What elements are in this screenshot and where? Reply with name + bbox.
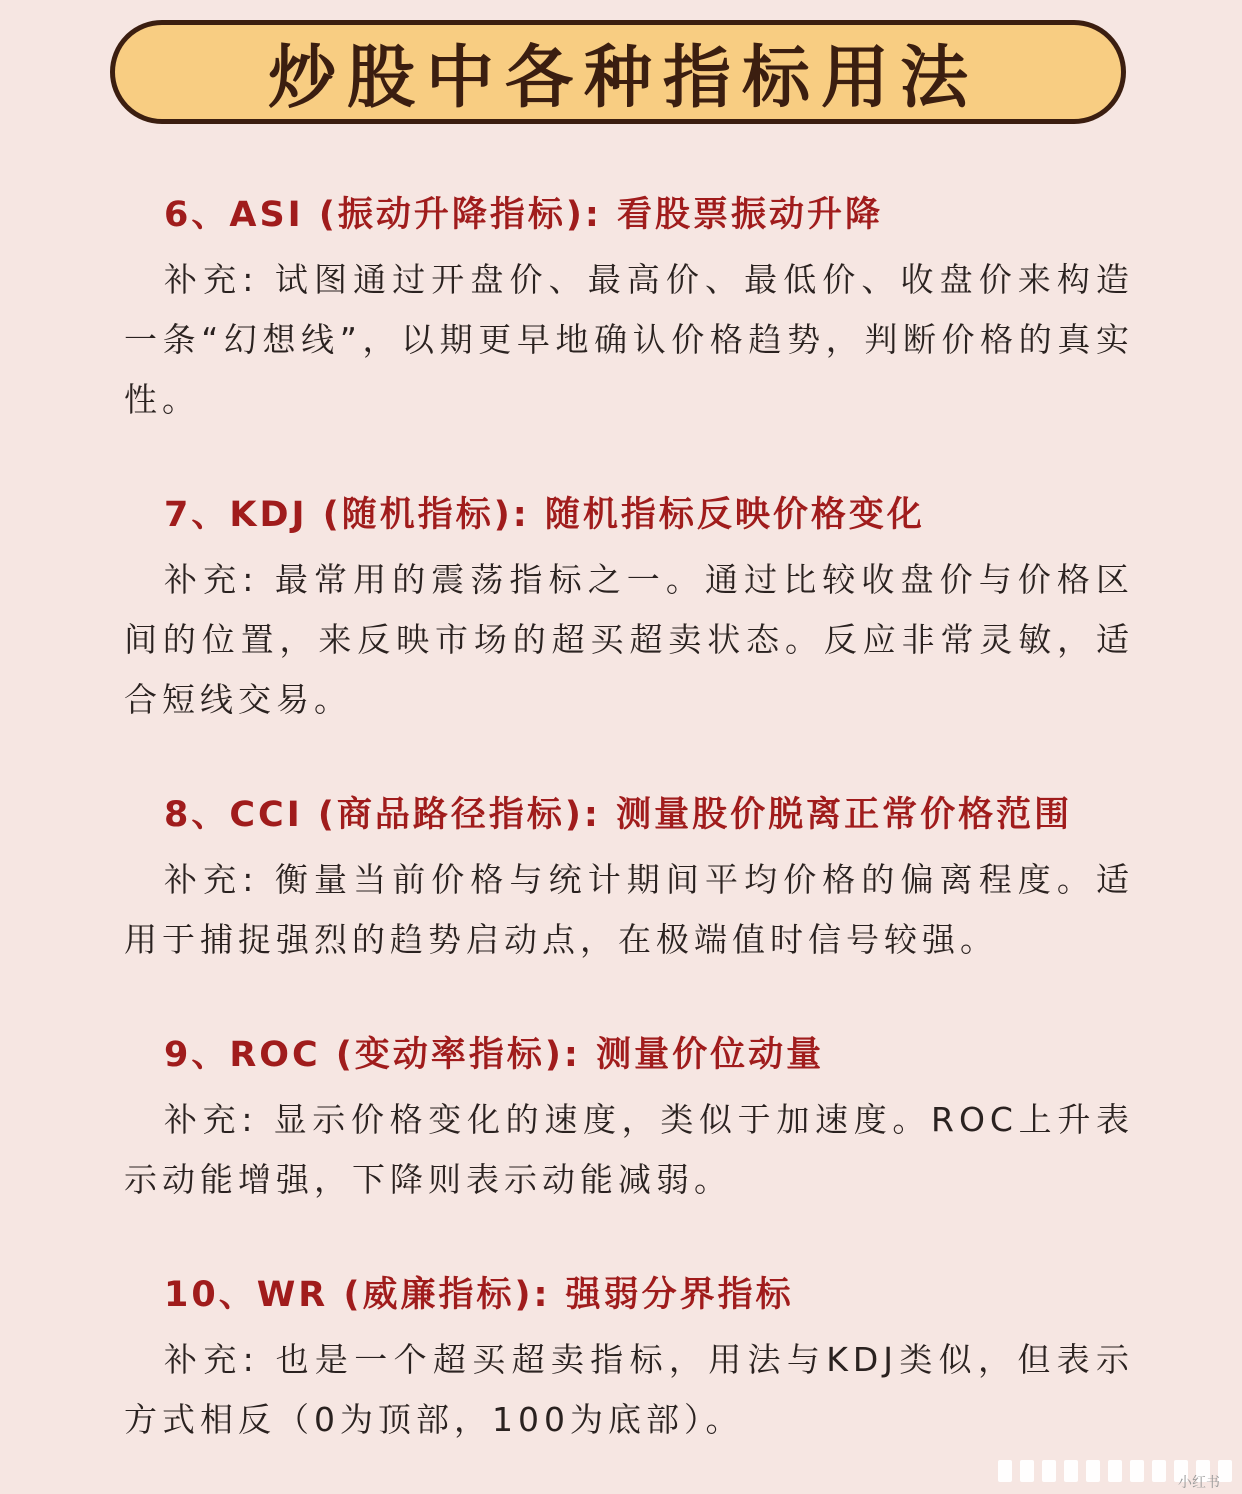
- section-body: 补充: 也是一个超买超卖指标，用法与KDJ类似，但表示方式相反（0为顶部，100为底部）。: [124, 1340, 1134, 1439]
- section-body: 补充: 最常用的震荡指标之一。通过比较收盘价与价格区间的位置，来反映市场的超买超卖状态。反应非常灵敏，适合短线交易。: [124, 560, 1134, 719]
- section-heading: 9、ROC (变动率指标): 测量价位动量: [164, 1035, 825, 1075]
- watermark-bar: [1020, 1460, 1034, 1482]
- section-heading: 7、KDJ (随机指标): 随机指标反映价格变化: [164, 495, 925, 535]
- watermark: [998, 1460, 1232, 1491]
- watermark-bar: [1218, 1460, 1232, 1482]
- indicator-section-roc: [124, 1030, 1134, 1210]
- section-body: 补充: 试图通过开盘价、最高价、最低价、收盘价来构造一条“幻想线”，以期更早地确认价格趋势，判断价格的真实性。: [124, 260, 1134, 419]
- watermark-bar: [998, 1460, 1012, 1482]
- watermark-bar: [1130, 1460, 1144, 1482]
- watermark-bar: [1108, 1460, 1122, 1482]
- title-banner: [110, 20, 1126, 124]
- indicator-section-wr: [124, 1270, 1134, 1450]
- section-heading: 8、CCI (商品路径指标): 测量股价脱离正常价格范围: [164, 795, 1073, 835]
- watermark-bar: [1042, 1460, 1056, 1482]
- section-heading: 6、ASI (振动升降指标): 看股票振动升降: [164, 195, 884, 235]
- watermark-bar: [1086, 1460, 1100, 1482]
- watermark-bar: [1152, 1460, 1166, 1482]
- indicator-section-asi: [124, 190, 1134, 430]
- watermark-text: 小红书: [1178, 1475, 1220, 1491]
- indicator-section-kdj: [124, 490, 1134, 730]
- page-title: 炒股中各种指标用法: [267, 38, 979, 118]
- section-body: 补充: 显示价格变化的速度，类似于加速度。ROC上升表示动能增强，下降则表示动能减弱。: [124, 1100, 1134, 1199]
- section-body: 补充: 衡量当前价格与统计期间平均价格的偏离程度。适用于捕捉强烈的趋势启动点，在极端值时信号较强。: [124, 860, 1134, 959]
- watermark-bar: [1064, 1460, 1078, 1482]
- indicator-section-cci: [124, 790, 1134, 970]
- section-heading: 10、WR (威廉指标): 强弱分界指标: [164, 1275, 794, 1315]
